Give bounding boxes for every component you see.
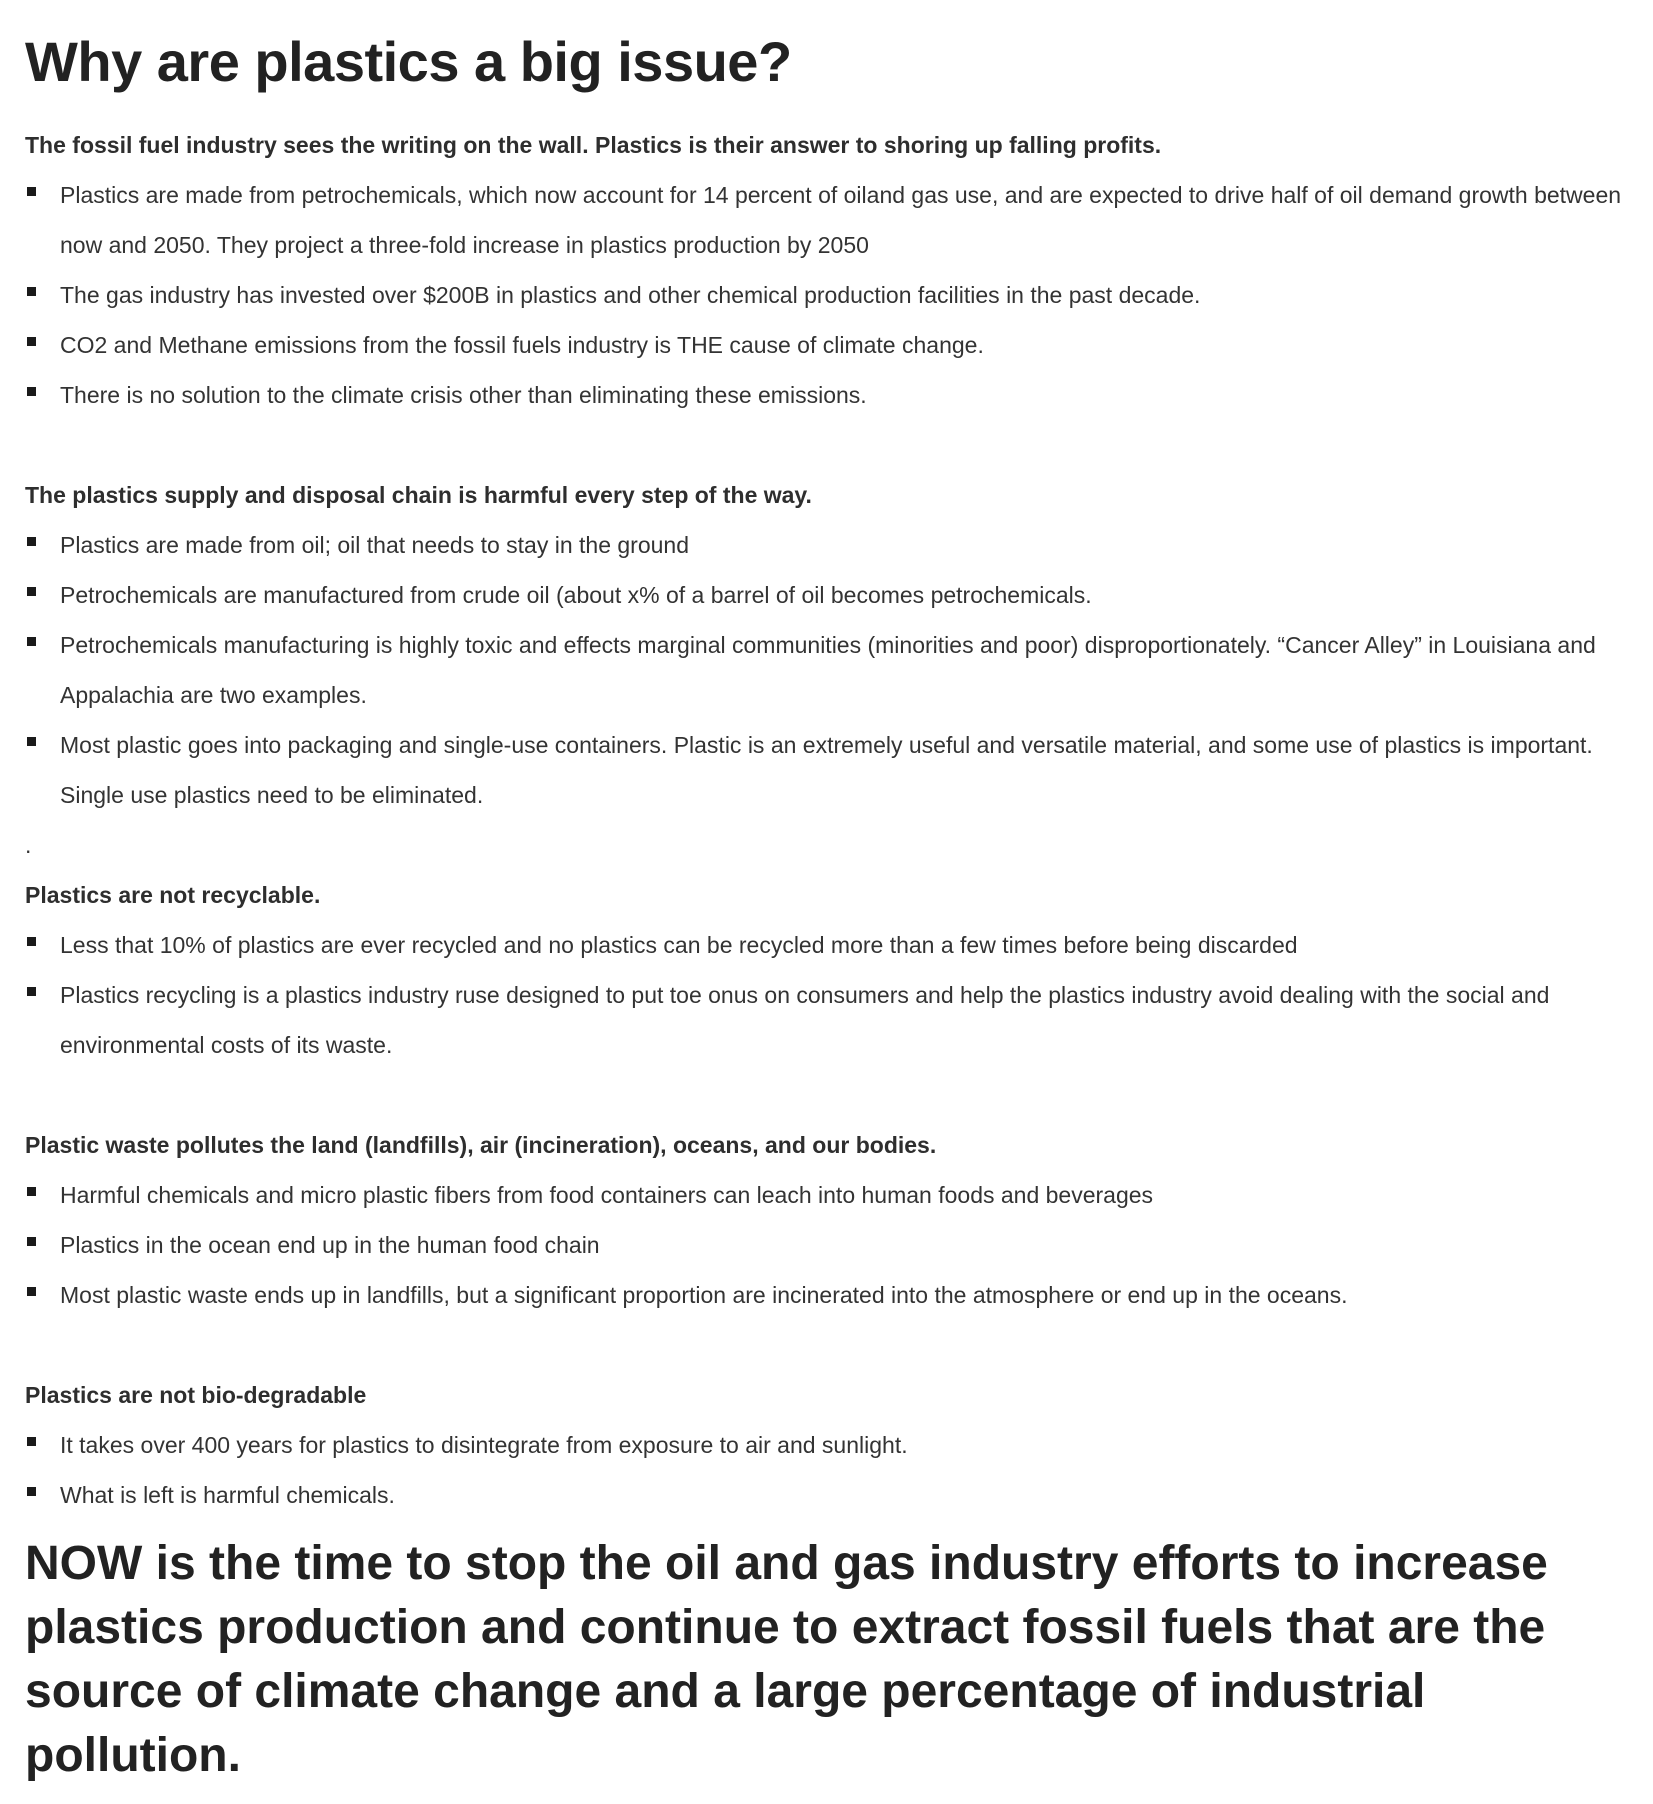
title-gap	[25, 96, 1628, 120]
square-bullet-icon	[27, 1437, 36, 1446]
bullet-list	[25, 920, 1628, 1070]
square-bullet-icon	[27, 287, 36, 296]
section-heading: Plastics are not recyclable.	[25, 882, 321, 908]
bullet-list	[25, 1420, 1628, 1520]
section-heading: Plastics are not bio-degradable	[25, 1382, 367, 1408]
list-item-text: Petrochemicals manufacturing is highly toxic and effects marginal communities (minorities and poor) disproportionately. “Cancer Alley” in Louisiana and Appalachia are two examples.	[60, 632, 1596, 708]
square-bullet-icon	[27, 537, 36, 546]
section-pollution	[25, 1120, 1628, 1320]
square-bullet-icon	[27, 987, 36, 996]
list-item	[25, 570, 1628, 620]
list-item	[25, 920, 1628, 970]
list-item-text: Plastics are made from petrochemicals, which now account for 14 percent of oiland gas use, and are expected to drive half of oil demand growth between now and 2050. They project a three-fold increase in plastics production by 2050	[60, 182, 1622, 258]
section-gap	[25, 420, 1628, 470]
list-item	[25, 970, 1628, 1070]
section-gap	[25, 1070, 1628, 1120]
list-item-text: The gas industry has invested over $200B in plastics and other chemical production facilities in the past decade.	[60, 282, 1201, 308]
list-item	[25, 520, 1628, 570]
section-not-biodegradable	[25, 1370, 1628, 1520]
list-item-text: Plastics are made from oil; oil that needs to stay in the ground	[60, 532, 689, 558]
square-bullet-icon	[27, 587, 36, 596]
list-item-text: CO2 and Methane emissions from the fossil fuels industry is THE cause of climate change.	[60, 332, 984, 358]
list-item-text: Petrochemicals are manufactured from crude oil (about x% of a barrel of oil becomes petrochemicals.	[60, 582, 1092, 608]
closing-statement: NOW is the time to stop the oil and gas industry efforts to increase plastics production and continue to extract fossil fuels that are the source of climate change and a large percentage of industrial pollution.	[25, 1537, 1548, 1782]
list-item-text: Harmful chemicals and micro plastic fibers from food containers can leach into human foods and beverages	[60, 1182, 1154, 1208]
section-heading: The plastics supply and disposal chain is harmful every step of the way.	[25, 482, 812, 508]
square-bullet-icon	[27, 387, 36, 396]
list-item	[25, 1270, 1628, 1320]
square-bullet-icon	[27, 1237, 36, 1246]
square-bullet-icon	[27, 187, 36, 196]
square-bullet-icon	[27, 637, 36, 646]
list-item-text: Most plastic goes into packaging and single-use containers. Plastic is an extremely useful and versatile material, and some use of plastics is important. Single use plastics need to be eliminated.	[60, 732, 1593, 808]
list-item-text: Less that 10% of plastics are ever recycled and no plastics can be recycled more than a few times before being discarded	[60, 932, 1298, 958]
square-bullet-icon	[27, 937, 36, 946]
list-item	[25, 370, 1628, 420]
list-item-text: Plastics recycling is a plastics industry ruse designed to put toe onus on consumers and help the plastics industry avoid dealing with the social and environmental costs of its waste.	[60, 982, 1550, 1058]
list-item	[25, 1220, 1628, 1270]
section-supply-chain	[25, 470, 1628, 820]
list-item	[25, 1170, 1628, 1220]
list-item-text: Most plastic waste ends up in landfills, but a significant proportion are incinerated into the atmosphere or end up in the oceans.	[60, 1282, 1348, 1308]
page-title: Why are plastics a big issue?	[25, 30, 792, 93]
bullet-list	[25, 1170, 1628, 1320]
list-item	[25, 1420, 1628, 1470]
list-item	[25, 620, 1628, 720]
list-item	[25, 270, 1628, 320]
stray-dot: .	[25, 832, 32, 858]
list-item-text: It takes over 400 years for plastics to disintegrate from exposure to air and sunlight.	[60, 1432, 908, 1458]
section-fossil-fuel-industry	[25, 120, 1628, 420]
list-item	[25, 1470, 1628, 1520]
bullet-list	[25, 170, 1628, 420]
square-bullet-icon	[27, 1487, 36, 1496]
square-bullet-icon	[27, 1187, 36, 1196]
list-item	[25, 720, 1628, 820]
list-item	[25, 320, 1628, 370]
section-heading: The fossil fuel industry sees the writing on the wall. Plastics is their answer to shoring up falling profits.	[25, 132, 1162, 158]
section-heading: Plastic waste pollutes the land (landfills), air (incineration), oceans, and our bodies.	[25, 1132, 937, 1158]
bullet-list	[25, 520, 1628, 820]
square-bullet-icon	[27, 1287, 36, 1296]
section-gap	[25, 1320, 1628, 1370]
square-bullet-icon	[27, 737, 36, 746]
list-item-text: What is left is harmful chemicals.	[60, 1482, 395, 1508]
list-item-text: Plastics in the ocean end up in the human food chain	[60, 1232, 600, 1258]
square-bullet-icon	[27, 337, 36, 346]
list-item	[25, 170, 1628, 270]
list-item-text: There is no solution to the climate crisis other than eliminating these emissions.	[60, 382, 867, 408]
section-not-recyclable	[25, 870, 1628, 1070]
